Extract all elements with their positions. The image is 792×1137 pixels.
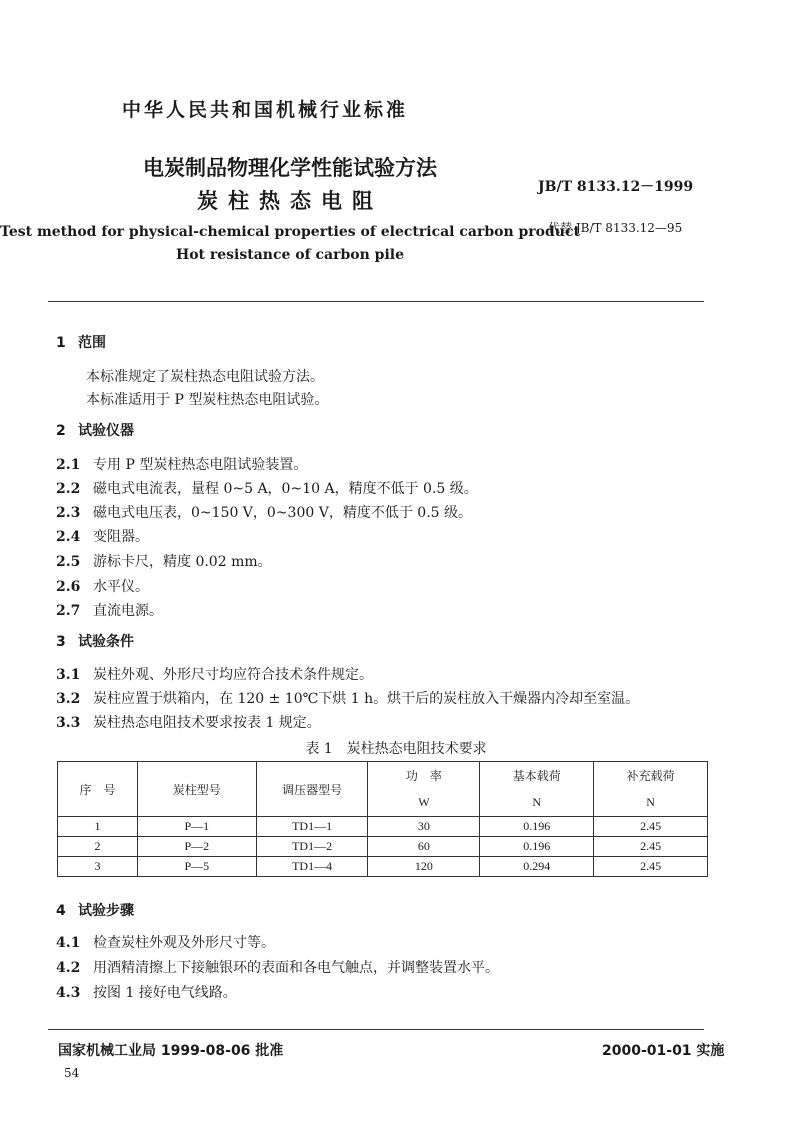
header-pile-model: 炭柱型号 xyxy=(137,762,256,817)
cell: 0.294 xyxy=(480,857,594,877)
clause-2-3: 2.3 磁电式电压表，0~150 V，0~300 V，精度不低于 0.5 级。 xyxy=(56,505,473,521)
clause-3-3: 3.3 炭柱热态电阻技术要求按表 1 规定。 xyxy=(56,715,321,731)
clause-2-4: 2.4 变阻器。 xyxy=(56,529,149,545)
cell: 2.45 xyxy=(594,817,708,837)
clause-4-2: 4.2 用酒精清擦上下接触银环的表面和各电气触点，并调整装置水平。 xyxy=(56,960,499,976)
clause-3-2: 3.2 炭柱应置于烘箱内，在 120 ± 10℃下烘 1 h。烘干后的炭柱放入干燥器内冷却至室温。 xyxy=(56,691,640,707)
header-extra-load: 补充载荷 N xyxy=(594,762,708,817)
clause-3-1: 3.1 炭柱外观、外形尺寸均应符合技术条件规定。 xyxy=(56,667,373,683)
issuing-body: 中华人民共和国机械行业标准 xyxy=(121,99,408,121)
table-row xyxy=(58,857,708,877)
paragraph: 本标准适用于 P 型炭柱热态电阻试验。 xyxy=(86,392,329,408)
cell: 0.196 xyxy=(480,837,594,857)
effective-date: 2000-01-01 实施 xyxy=(602,1043,725,1059)
paragraph: 本标准规定了炭柱热态电阻试验方法。 xyxy=(86,369,324,385)
clause-2-5: 2.5 游标卡尺，精度 0.02 mm。 xyxy=(56,554,272,570)
cell: 2 xyxy=(58,837,138,857)
header-seq: 序 号 xyxy=(58,762,138,817)
table-header-row xyxy=(58,762,708,817)
clause-2-2: 2.2 磁电式电流表，量程 0~5 A，0~10 A，精度不低于 0.5 级。 xyxy=(56,481,478,497)
section-1-heading xyxy=(56,332,106,352)
cell: TD1—2 xyxy=(256,837,368,857)
clause-2-6: 2.6 水平仪。 xyxy=(56,579,149,595)
section-number: 1 xyxy=(56,335,66,351)
clause-2-1: 2.1 专用 P 型炭柱热态电阻试验装置。 xyxy=(56,457,308,473)
cell: P—5 xyxy=(137,857,256,877)
section-number: 3 xyxy=(56,634,66,650)
header-regulator-model: 调压器型号 xyxy=(256,762,368,817)
cell: 1 xyxy=(58,817,138,837)
table-row xyxy=(58,837,708,857)
clause-2-7: 2.7 直流电源。 xyxy=(56,603,163,619)
footer-divider xyxy=(48,1029,704,1030)
section-title: 试验条件 xyxy=(78,634,134,650)
page-number: 54 xyxy=(64,1066,80,1080)
section-4-heading xyxy=(56,900,134,920)
cell: TD1—4 xyxy=(256,857,368,877)
cell: 2.45 xyxy=(594,857,708,877)
cell: 2.45 xyxy=(594,837,708,857)
title-en-main: Test method for physical-chemical properties of electrical carbon product xyxy=(0,224,580,240)
section-2-heading xyxy=(56,420,134,440)
clause-4-3: 4.3 按图 1 接好电气线路。 xyxy=(56,985,237,1001)
section-number: 4 xyxy=(56,903,66,919)
header-base-load: 基本载荷 N xyxy=(480,762,594,817)
title-cn-main: 电炭制品物理化学性能试验方法 xyxy=(143,156,437,180)
spec-table xyxy=(57,761,708,877)
clause-4-1: 4.1 检查炭柱外观及外形尺寸等。 xyxy=(56,935,275,951)
replaces-note: 代替 JB/T 8133.12—95 xyxy=(548,221,683,235)
cell: 120 xyxy=(368,857,480,877)
cell: 60 xyxy=(368,837,480,857)
cell: P—1 xyxy=(137,817,256,837)
cell: 0.196 xyxy=(480,817,594,837)
section-title: 试验仪器 xyxy=(78,423,134,439)
cell: 30 xyxy=(368,817,480,837)
section-3-heading xyxy=(56,631,134,651)
section-title: 范围 xyxy=(78,335,106,351)
title-en-sub: Hot resistance of carbon pile xyxy=(175,247,404,263)
approval-line: 国家机械工业局 1999-08-06 批准 xyxy=(58,1043,284,1059)
standard-number: JB/T 8133.12－1999 xyxy=(538,179,694,195)
header-power: 功 率 W xyxy=(368,762,480,817)
cell: P—2 xyxy=(137,837,256,857)
title-cn-sub: 炭柱热态电阻 xyxy=(197,189,383,213)
cell: TD1—1 xyxy=(256,817,368,837)
table-caption: 表 1 炭柱热态电阻技术要求 xyxy=(305,741,487,757)
cell: 3 xyxy=(58,857,138,877)
section-title: 试验步骤 xyxy=(78,903,134,919)
section-number: 2 xyxy=(56,423,66,439)
header-divider xyxy=(48,301,704,302)
table-row xyxy=(58,817,708,837)
